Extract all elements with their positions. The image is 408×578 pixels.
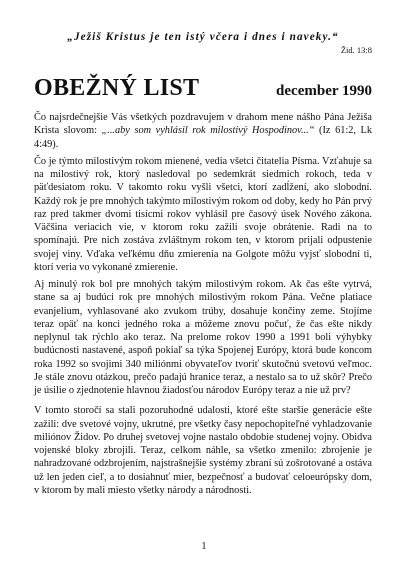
scripture-quote: „...aby som vyhlásil rok milostivý Hospodinov...“ <box>101 125 315 137</box>
greeting-paragraph <box>34 111 372 151</box>
body-paragraph-2: Aj minulý rok bol pre mnohých takým milostivým rokom. Ak čas ešte vytrvá, stane sa aj budúci rok pre mnohých milostivým rokom Pána. Večne platiace evanjelium, vyhlasované ako zvukom trúby, dosahuje končiny zeme. Stojíme teraz opäť na konci jedného roka a môžeme znovu počuť, že čas ešte nikdy neplynul tak rýchlo ako teraz. Na prelome rokov 1990 a 1991 boli výhybky budúcnosti nastavené, aspoň pokiaľ sa týka Spojenej Európy, ktorá bude koncom roka 1992 so svojimi 340 miliónmi obyvateľov tvoriť skutočnú svetovú veľmoc. Je stále znovu otázkou, prečo padajú hranice teraz, a nestalo sa to už skôr? Prečo je úsilie o zjednotenie hlavnou žiadosťou národov Európy teraz a nie už prv? <box>34 279 372 396</box>
letter-header <box>34 75 372 101</box>
motto-quote: „Ježiš Kristus je ten istý včera i dnes i naveky.“ <box>67 31 339 43</box>
body-paragraph-3: V tomto storočí sa stali pozoruhodné udalosti, ktoré ešte staršie generácie ešte zažili: dve svetové vojny, ukrutné, pre všetky časy nepochopiteľné vyhladzovanie miliónov Židov. Po druhej svetovej vojne nastalo obdobie studenej vojny. Obidva vojenské bloky zbrojili. Teraz, celkom náhle, sa všetko zmenilo: zbrojenie je nahradzované odzbrojením, najstrašnejšie systémy zbraní sú zošrotované a ostáva už len jeden cieľ, a to dosiahnuť mier, bezpečnosť a budovať celoeurópsky dom, v ktorom by mali miesto všetky národy a národnosti. <box>34 405 372 496</box>
letter-body <box>34 111 372 497</box>
letter-page <box>34 30 372 504</box>
body-paragraph-1: Čo je týmto milostivým rokom mienené, vedia všetci čitatelia Písma. Vzťahuje sa na milostivý rok, ktorý nasledoval po sedemkrát siedmich rokoch, teda v päťdesiatom roku. V takomto roku vyšli všetci, ktorí zadĺžení, ako slobodní. Každý rok je pre mnohých takýmto milostivým rokom od doby, kedy ho Pán prvý raz pred takmer dvomi tisícmi rokov vyhlásil pre časový úsek Nového zákona. Väčšina veriacich vie, v ktorom roku zažili svoje obrátenie. Radi na to spomínajú. Pre nich zostáva zvláštnym rokom ten, v ktorom prijali odpustenie svojej viny. Vďaka veľkému dňu zmierenia na Golgote môžu vyjsť slobodní ti, ktorí veria vo vykonané zmierenie. <box>34 155 372 273</box>
page-title: OBEŽNÝ LIST <box>34 75 200 101</box>
greeting-text: Čo najsrdečnejšie Vás všetkých pozdravujem v drahom mene nášho Pána Ježiša Krista slovom: <box>34 112 372 137</box>
page-number: 1 <box>201 541 207 552</box>
issue-date: december 1990 <box>276 83 372 99</box>
scripture-reference: (Iz 61:2, Lk 4:49). <box>34 125 372 150</box>
motto-reference: Žid. 13:8 <box>340 45 372 55</box>
